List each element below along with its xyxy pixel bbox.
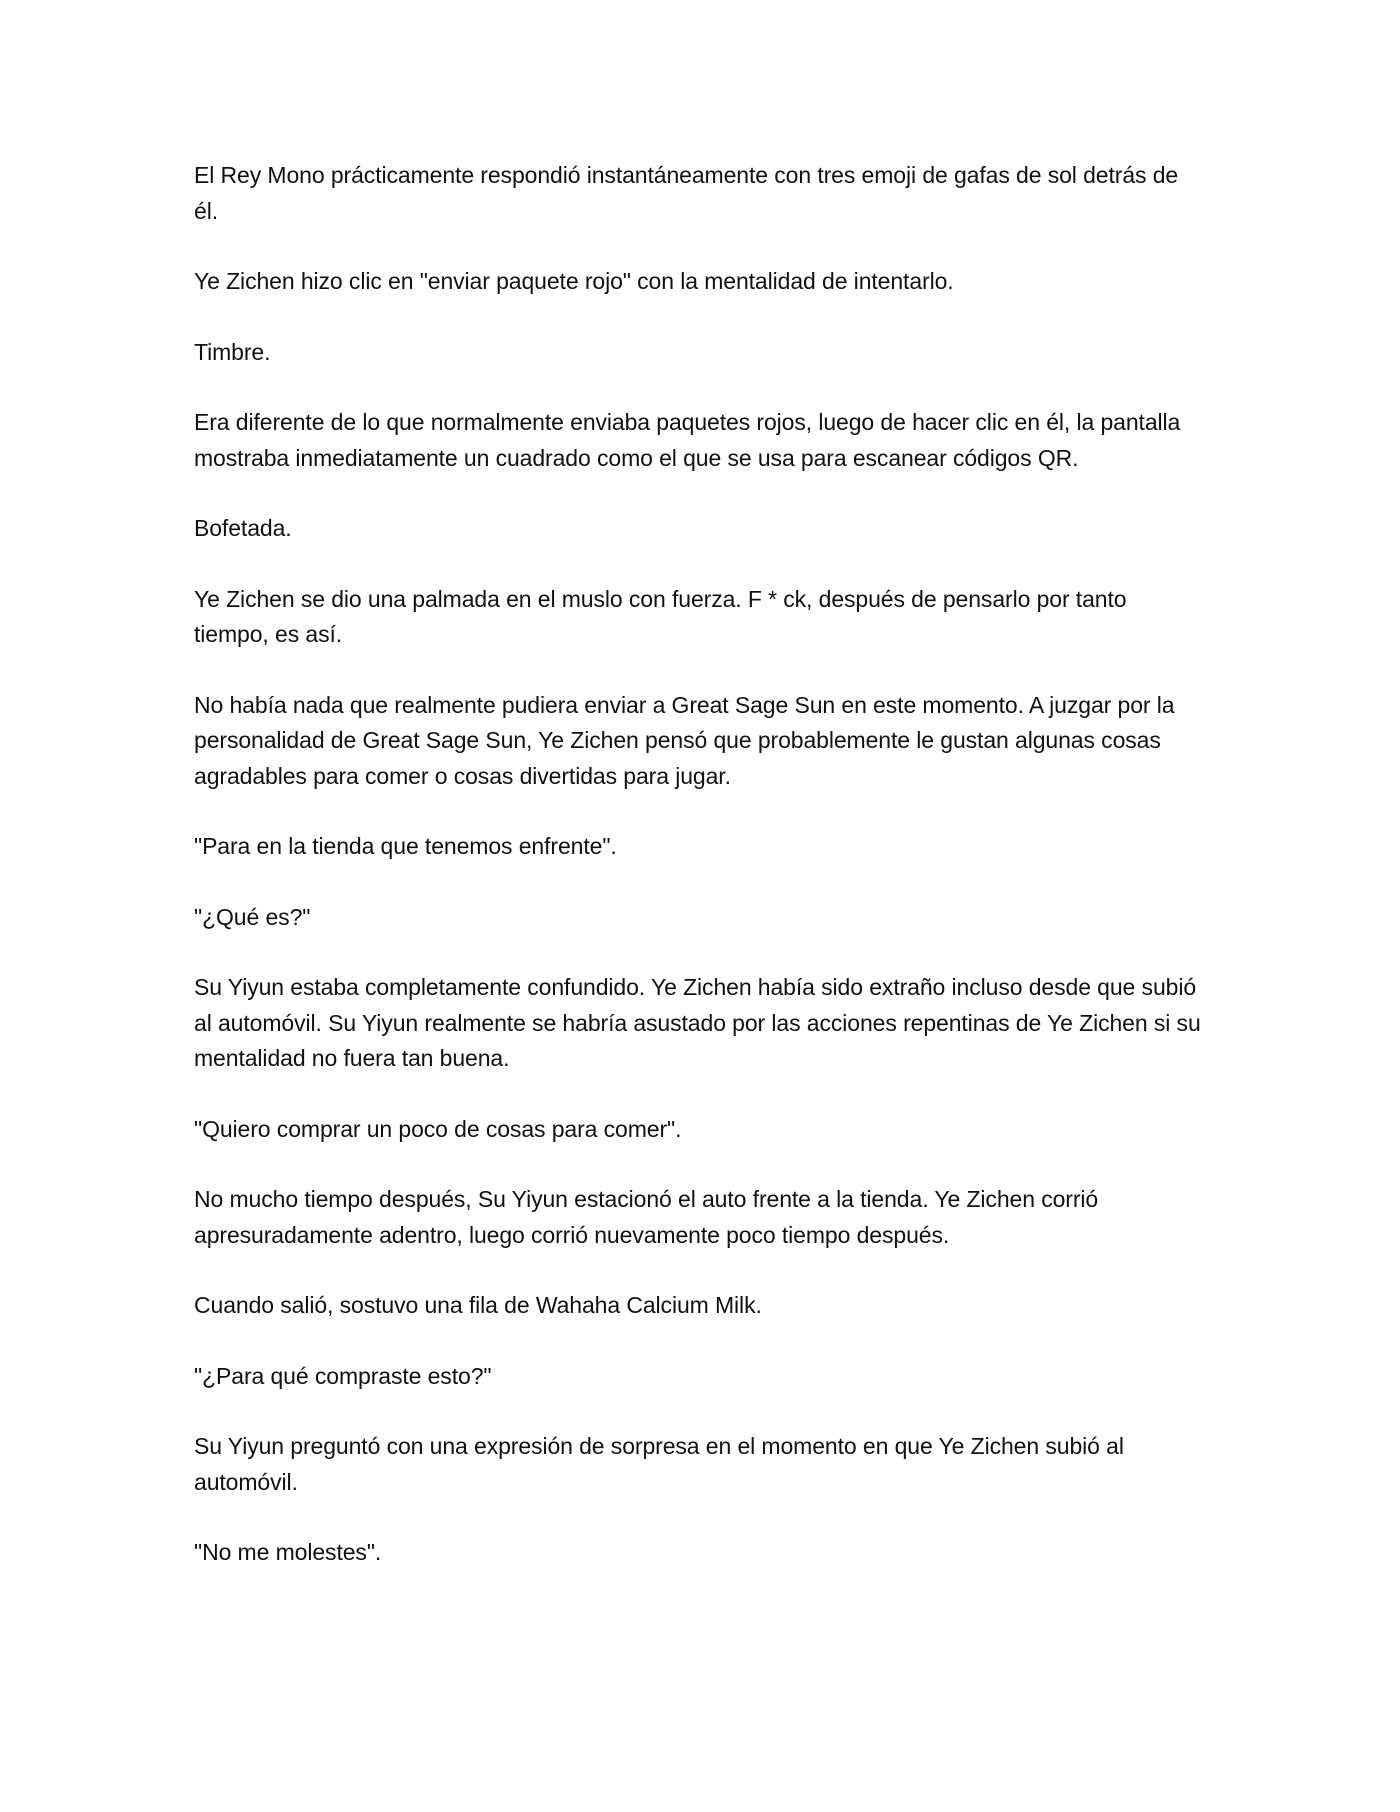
paragraph: Bofetada. bbox=[194, 515, 292, 541]
paragraph: Ye Zichen se dio una palmada en el muslo con fuerza. F * ck, después de pensarlo por tanto tiempo, es así. bbox=[194, 585, 1127, 647]
paragraph: No había nada que realmente pudiera enviar a Great Sage Sun en este momento. A juzgar por la personalidad de Great Sage Sun, Ye Zichen pensó que probablemente le gustan algunas cosas agradables para comer o cosas divertidas para jugar. bbox=[194, 691, 1175, 789]
paragraph: Era diferente de lo que normalmente enviaba paquetes rojos, luego de hacer clic en él, la pantalla mostraba inmediatamente un cuadrado como el que se usa para escanear códigos QR. bbox=[194, 409, 1181, 471]
paragraph: Timbre. bbox=[194, 338, 271, 365]
paragraph: Cuando salió, sostuvo una fila de Wahaha Calcium Milk. bbox=[194, 1292, 762, 1318]
paragraph: El Rey Mono prácticamente respondió instantáneamente con tres emoji de gafas de sol detrás de él. bbox=[194, 162, 1179, 224]
paragraph: Su Yiyun preguntó con una expresión de sorpresa en el momento en que Ye Zichen subió al automóvil. bbox=[194, 1433, 1124, 1495]
paragraph: No mucho tiempo después, Su Yiyun estacionó el auto frente a la tienda. Ye Zichen corrió apresuradamente adentro, luego corrió nuevamente poco tiempo después. bbox=[194, 1186, 1099, 1248]
paragraph: "Quiero comprar un poco de cosas para comer". bbox=[194, 1115, 682, 1142]
paragraph: Ye Zichen hizo clic en "enviar paquete rojo" con la mentalidad de intentarlo. bbox=[194, 268, 954, 294]
document-body bbox=[194, 158, 1204, 1606]
paragraph: "¿Para qué compraste esto?" bbox=[194, 1362, 492, 1389]
paragraph: "¿Qué es?" bbox=[194, 903, 311, 930]
paragraph: "Para en la tienda que tenemos enfrente". bbox=[194, 833, 617, 859]
paragraph: "No me molestes". bbox=[194, 1539, 382, 1565]
paragraph: Su Yiyun estaba completamente confundido. Ye Zichen había sido extraño incluso desde que subió al automóvil. Su Yiyun realmente se habría asustado por las acciones repentinas de Ye Zichen si su mentalidad no fuera tan buena. bbox=[194, 974, 1201, 1071]
